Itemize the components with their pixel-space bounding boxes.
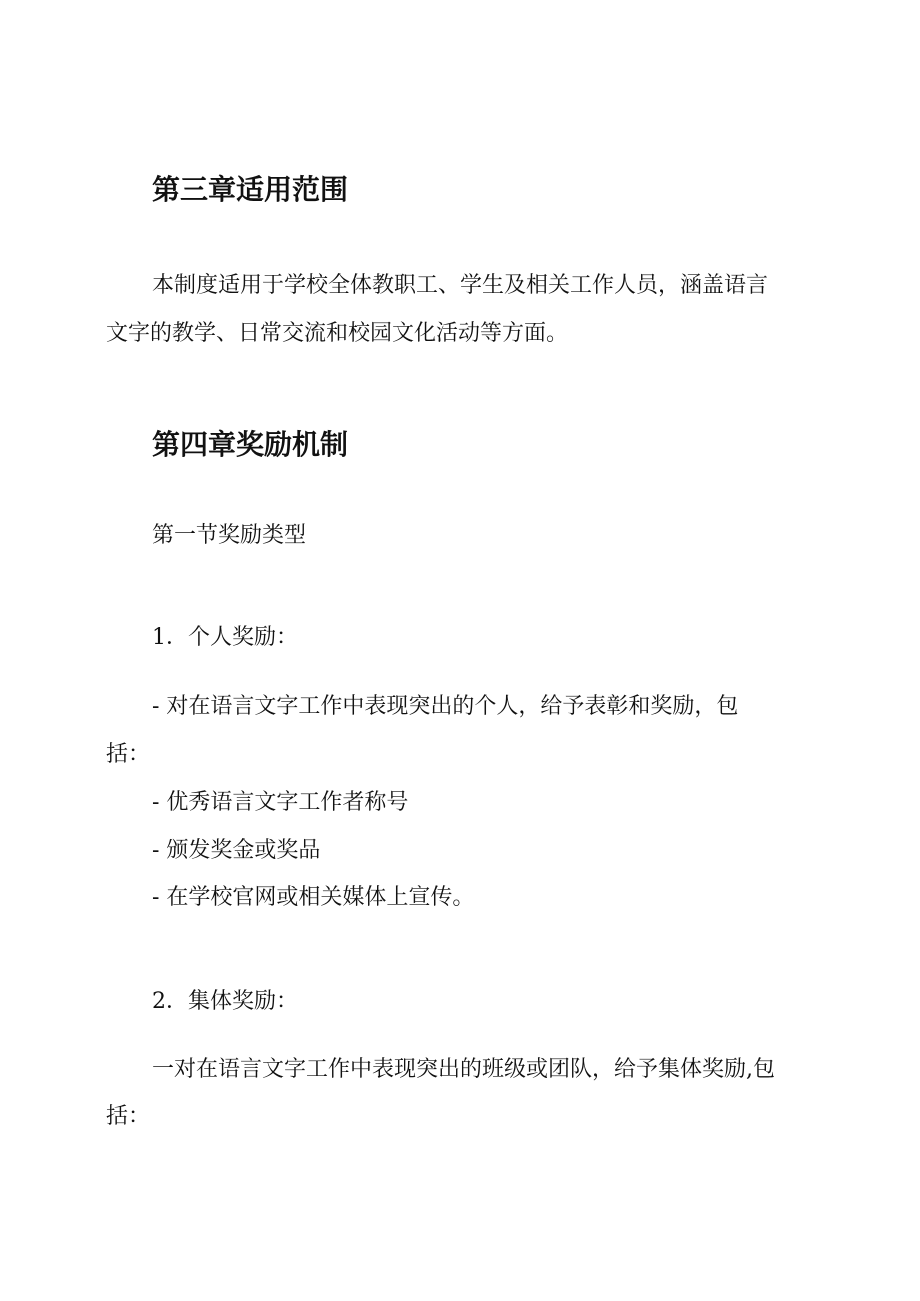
individual-award-desc-line-2: 括： xyxy=(106,742,151,767)
chapter-3-paragraph-line-1: 本制度适用于学校全体教职工、学生及相关工作人员，涵盖语言 xyxy=(152,273,769,298)
collective-award-label: 2．集体奖励： xyxy=(152,989,298,1014)
chapter-3-paragraph-line-2: 文字的教学、日常交流和校园文化活动等方面。 xyxy=(106,321,569,346)
chapter-4-title: 第四章奖励机制 xyxy=(152,428,349,461)
collective-award-desc-line-2: 括： xyxy=(106,1104,151,1129)
individual-award-item: - 在学校官网或相关媒体上宣传。 xyxy=(152,885,475,910)
individual-award-desc-line-1: - 对在语言文字工作中表现突出的个人，给予表彰和奖励，包 xyxy=(152,694,739,719)
chapter-3-title: 第三章适用范围 xyxy=(152,173,349,206)
individual-award-label: 1．个人奖励： xyxy=(152,625,298,650)
individual-award-item: - 优秀语言文字工作者称号 xyxy=(152,790,409,815)
individual-award-item: - 颁发奖金或奖品 xyxy=(152,838,321,863)
section-1-title: 第一节奖励类型 xyxy=(152,523,307,548)
collective-award-desc-line-1: 一对在语言文字工作中表现突出的班级或团队，给予集体奖励,包 xyxy=(152,1057,775,1082)
